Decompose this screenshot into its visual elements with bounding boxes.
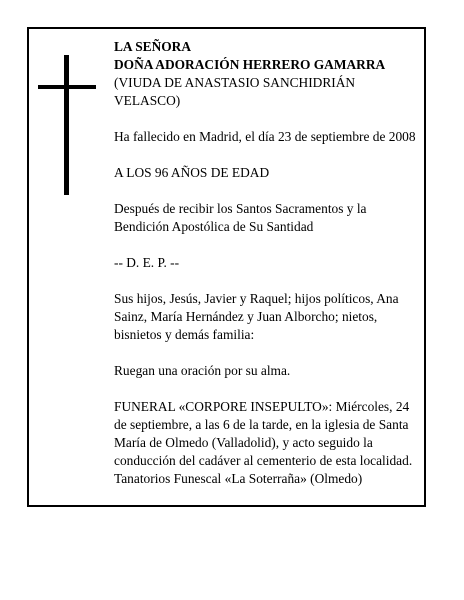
obituary-text [114,38,424,488]
widow-line-1: (VIUDA DE ANASTASIO SANCHIDRIÁN [114,75,356,90]
deceased-name: DOÑA ADORACIÓN HERRERO GAMARRA [114,57,386,72]
family-line-2: Sainz, María Hernández y Juan Alborcho; nietos, [114,309,378,324]
funeral-line-2: de septiembre, a las 6 de la tarde, en la iglesia de Santa [114,417,409,432]
prayer-line: Ruegan una oración por su alma. [114,363,291,378]
family-line-3: bisnietos y demás familia: [114,327,255,342]
death-announcement: Ha fallecido en Madrid, el día 23 de septiembre de 2008 [114,129,416,144]
cross-icon [38,55,96,195]
funeral-line-4: conducción del cadáver al cementerio de esta localidad. [114,453,413,468]
sacraments-line-2: Bendición Apostólica de Su Santidad [114,219,314,234]
widow-line-2: VELASCO) [114,93,181,108]
dep-line: -- D. E. P. -- [114,255,180,270]
age-line: A LOS 96 AÑOS DE EDAD [114,165,270,180]
cross-horizontal-bar [38,85,96,89]
funeral-line-1: FUNERAL «CORPORE INSEPULTO»: Miércoles, 24 [114,399,410,414]
family-line-1: Sus hijos, Jesús, Javier y Raquel; hijos políticos, Ana [114,291,399,306]
sacraments-line-1: Después de recibir los Santos Sacramentos y la [114,201,367,216]
funeral-line-5: Tanatorios Funescal «La Soterraña» (Olmedo) [114,471,363,486]
cross-vertical-bar [64,55,69,195]
header-title: LA SEÑORA [114,39,192,54]
funeral-line-3: María de Olmedo (Valladolid), y acto seguido la [114,435,373,450]
